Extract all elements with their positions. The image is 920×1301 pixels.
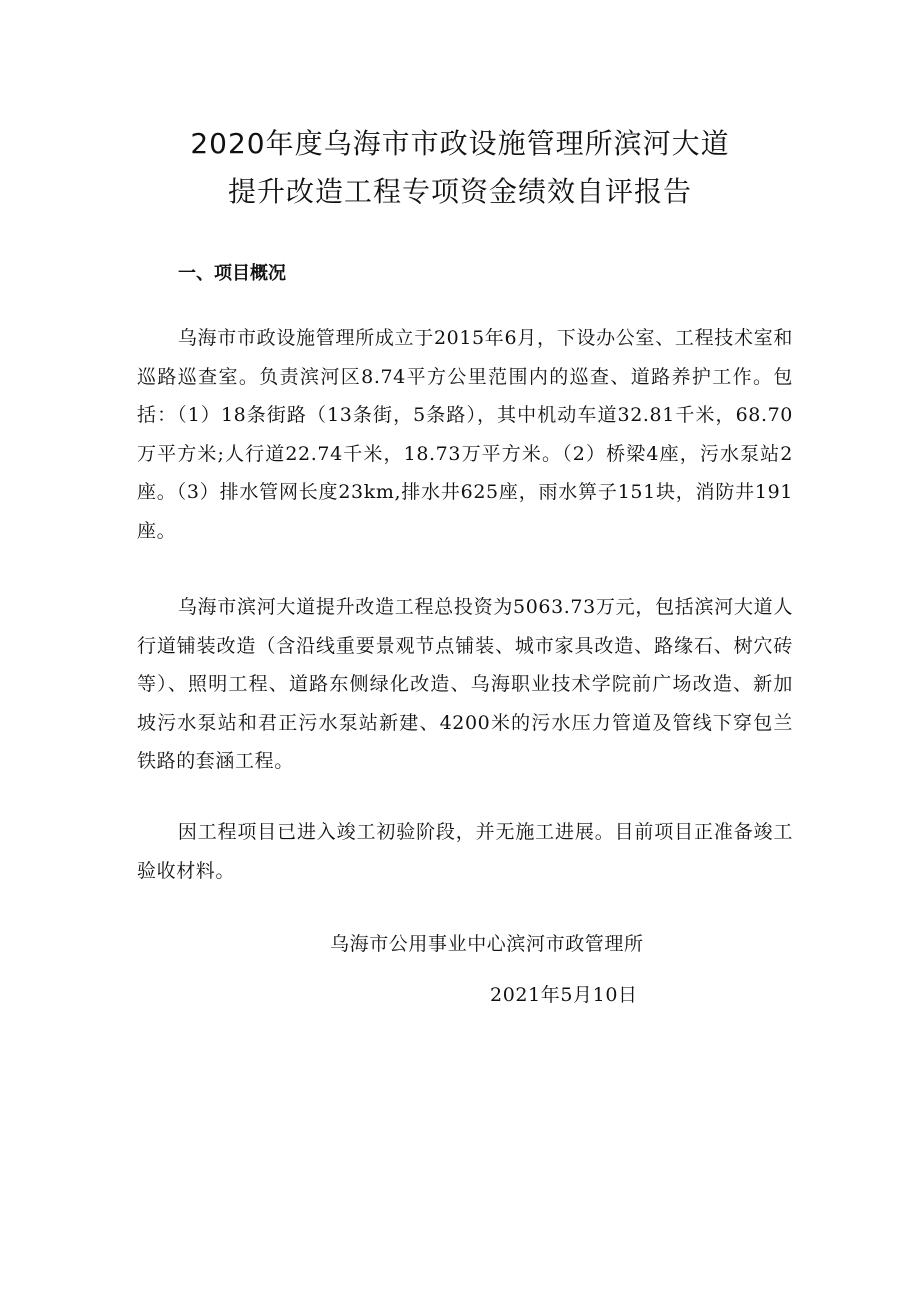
- paragraph-investment: 乌海市滨河大道提升改造工程总投资为5063.73万元，包括滨河大道人行道铺装改造（含沿线重要景观节点铺装、城市家具改造、路缘石、树穴砖等）、照明工程、道路东侧绿化改造、乌海职业技术学院前广场改造、新加坡污水泵站和君正污水泵站新建、4200米的污水压力管道及管线下穿包兰铁路的套涵工程。: [137, 596, 793, 772]
- paragraph-overview: 乌海市市政设施管理所成立于2015年6月，下设办公室、工程技术室和巡路巡查室。负责滨河区8.74平方公里范围内的巡查、道路养护工作。包括：（1）18条街路（13条街，5条路），其中机动车道32.81千米，68.70万平方米;人行道22.74千米，18.73万平方米。（2）桥梁4座，污水泵站2座。（3）排水管网长度23km,排水井625座，雨水箅子151块，消防井191座。: [137, 327, 793, 542]
- report-title-line-1: 2020年度乌海市市政设施管理所滨河大道: [190, 127, 730, 160]
- report-title-line-2: 提升改造工程专项资金绩效自评报告: [227, 175, 692, 208]
- paragraph-status: 因工程项目已进入竣工初验阶段，并无施工进展。目前项目正准备竣工验收材料。: [137, 821, 793, 882]
- section-heading: 一、项目概况: [178, 263, 286, 284]
- signature-organization: 乌海市公用事业中心滨河市政管理所: [330, 933, 644, 955]
- signature-date: 2021年5月10日: [490, 984, 638, 1006]
